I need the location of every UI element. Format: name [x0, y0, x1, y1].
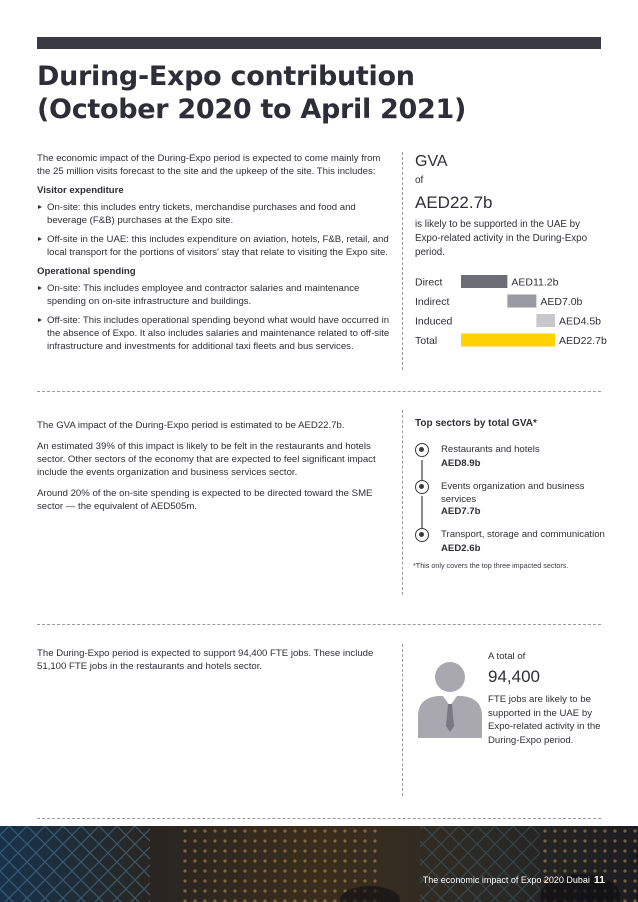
- gva-impact-paragraph: The GVA impact of the During-Expo period is estimated to be AED22.7b.: [37, 420, 345, 431]
- vertical-divider: [402, 644, 403, 796]
- sector-marker-icon: [415, 480, 429, 494]
- gva-description: is likely to be supported in the UAE by Expo-related activity in the During-Expo period.: [415, 219, 588, 258]
- horizontal-divider: [37, 391, 601, 392]
- gva-chart-svg: [415, 273, 615, 353]
- sector-marker-icon: [415, 443, 429, 457]
- category-label: Direct: [415, 276, 443, 289]
- intro-paragraph: The economic impact of the During-Expo period is expected to come mainly from the 25 million visits forecast to the site and the upkeep of the site. This includes:: [37, 153, 381, 177]
- top-sectors-panel: [415, 417, 615, 554]
- connector-line: [421, 496, 423, 532]
- footer-pattern: [0, 826, 638, 902]
- sectors-footnote: *This only covers the top three impacted sectors.: [413, 561, 569, 570]
- sector-value: AED8.9b: [441, 458, 481, 469]
- page-title: [37, 60, 601, 126]
- vertical-divider: [402, 152, 403, 370]
- footer-text: The economic impact of Expo 2020 Dubai: [422, 875, 590, 885]
- list-item: On-site: This includes employee and contractor salaries and maintenance spending on on-site infrastructure and buildings.: [37, 282, 395, 308]
- gva-of: of: [415, 175, 424, 186]
- list-item: On-site: this includes entry tickets, merchandise purchases and food and beverage (F&B) purchases at the Expo site.: [37, 201, 395, 227]
- sme-paragraph: Around 20% of the on-site spending is expected to be directed toward the SME sector — the equivalent of AED505m.: [37, 488, 373, 512]
- data-label: AED11.2b: [511, 276, 559, 289]
- data-label: AED7.0b: [540, 296, 583, 308]
- sector-marker-icon: [415, 528, 429, 542]
- data-label: AED4.5b: [559, 315, 602, 328]
- section-during-expo-impact: [37, 152, 395, 359]
- operational-spending-heading: Operational spending: [37, 266, 136, 277]
- top-bar: [37, 37, 601, 49]
- footer: [423, 874, 605, 886]
- visitor-expenditure-heading: Visitor expenditure: [37, 185, 124, 196]
- title-line-2: (October 2020 to April 2021): [37, 94, 467, 125]
- sector-name: Events organization and business services: [441, 481, 585, 505]
- horizontal-divider: [37, 818, 601, 819]
- jobs-paragraph: The During-Expo period is expected to support 94,400 FTE jobs. These include 51,100 FTE jobs in the restaurants and hotels sector.: [37, 648, 374, 672]
- sector-name: Transport, storage and communication: [441, 529, 605, 540]
- list-item: Off-site in the UAE: this includes expenditure on aviation, hotels, F&B, retail, and local transport for the portions of visitors' stay that relate to visiting the Expo site.: [37, 233, 395, 259]
- bar: [536, 314, 555, 327]
- gva-callout: [415, 152, 605, 260]
- jobs-number: 94,400: [488, 667, 540, 686]
- sector-impact-paragraph: An estimated 39% of this impact is likely to be felt in the restaurants and hotels sector. Other sectors of the economy that are expected to feel significant impact include the events organization and business services sector.: [37, 441, 376, 478]
- bar: [461, 334, 555, 347]
- title-line-1: During-Expo contribution: [37, 61, 415, 92]
- sector-value: AED2.6b: [441, 543, 481, 554]
- gva-heading: GVA: [415, 153, 448, 170]
- jobs-total-label: A total of: [488, 651, 526, 662]
- category-label: Indirect: [415, 296, 450, 308]
- jobs-callout: [488, 650, 608, 747]
- sector-name: Restaurants and hotels: [441, 444, 540, 455]
- page-number: 11: [593, 874, 605, 886]
- gva-value: AED22.7b: [415, 193, 493, 212]
- bar: [461, 275, 507, 288]
- jobs-description: FTE jobs are likely to be supported in the UAE by Expo-related activity in the During-Expo period.: [488, 694, 601, 746]
- category-label: Total: [415, 335, 438, 347]
- section-jobs: [37, 647, 395, 673]
- bar: [507, 295, 536, 308]
- sector-value: AED7.7b: [441, 506, 481, 517]
- vertical-divider: [402, 410, 403, 595]
- top-sectors-title: Top sectors by total GVA*: [415, 418, 537, 429]
- horizontal-divider: [37, 624, 601, 625]
- gva-waterfall-chart: [415, 273, 615, 353]
- operational-spending-list: [37, 282, 395, 353]
- list-item: Off-site: This includes operational spending beyond what would have occurred in the absence of Expo. It also includes salaries and maintenance related to off-site infrastructure and investments for additional taxi fleets and bus services.: [37, 314, 395, 353]
- visitor-expenditure-list: [37, 201, 395, 259]
- data-label: AED22.7b: [559, 335, 607, 347]
- section-gva-impact: [37, 419, 395, 521]
- footer-image: [0, 826, 638, 902]
- person-icon: [416, 660, 484, 738]
- category-label: Induced: [415, 315, 453, 328]
